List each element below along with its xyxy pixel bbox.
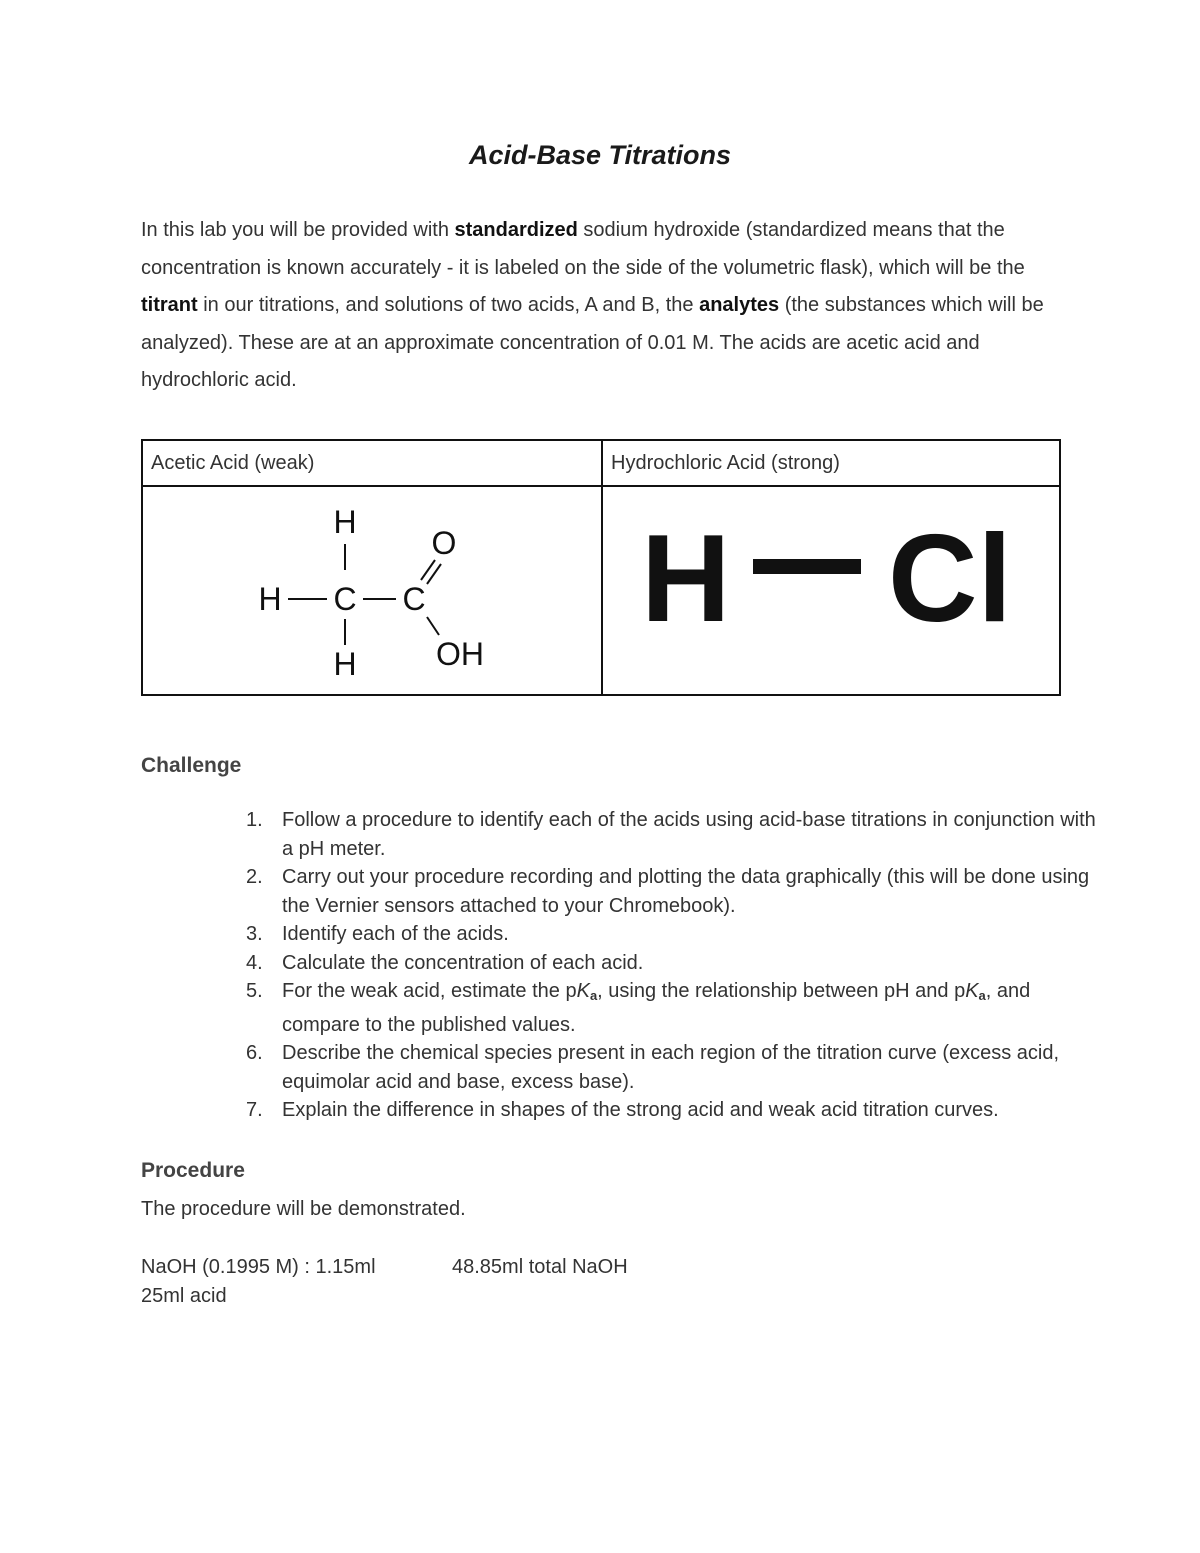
atom-h-left: H — [258, 581, 282, 617]
hcl-cell — [602, 486, 1060, 695]
intro-bold-analytes: analytes — [699, 294, 780, 316]
challenge-list — [240, 806, 1100, 1125]
intro-paragraph — [141, 212, 1061, 400]
item-text: Carry out your procedure recording and plotting the data graphically (this will be done using the Vernier sensors attached to your Chromebook). — [282, 866, 1090, 917]
atom-o: O — [431, 525, 457, 561]
list-item — [240, 977, 1100, 1039]
atom-c2: C — [402, 581, 426, 617]
item-number: 3. — [246, 923, 263, 945]
intro-text-1: In this lab you will be provided with — [141, 219, 455, 241]
acid-volume-note: 25ml acid — [141, 1285, 227, 1307]
bond-c2-oh — [427, 617, 439, 635]
item-text: Explain the difference in shapes of the strong acid and weak acid titration curves. — [282, 1099, 999, 1121]
ka-symbol: K — [576, 980, 590, 1002]
challenge-heading: Challenge — [141, 754, 242, 777]
item-number: 5. — [246, 980, 263, 1002]
list-item — [240, 806, 1100, 863]
atom-h-top: H — [333, 504, 357, 540]
bond-h-cl — [753, 559, 861, 574]
list-item — [240, 920, 1100, 949]
atom-h-bottom: H — [333, 646, 357, 682]
atom-oh: OH — [436, 636, 484, 672]
item-text-a: For the weak acid, estimate the p — [282, 980, 577, 1002]
acids-table — [141, 439, 1061, 696]
item-text: Describe the chemical species present in each region of the titration curve (excess acid, equimolar acid and base, excess base). — [282, 1042, 1060, 1093]
item-number: 1. — [246, 809, 263, 831]
intro-text-2: sodium hydroxide (standardized means that the concentration is known accurately - it is labeled on the side of the volumetric flask), which will be the — [141, 219, 1025, 279]
atom-cl: Cl — [888, 510, 1012, 648]
table-structure-row — [142, 486, 1060, 695]
ka-subscript: a — [978, 988, 986, 1003]
header-acetic-acid: Acetic Acid (weak) — [142, 440, 602, 486]
list-item — [240, 863, 1100, 920]
item-text: Identify each of the acids. — [282, 923, 509, 945]
item-number: 4. — [246, 951, 263, 974]
item-number: 7. — [246, 1099, 263, 1121]
item-text-b: , using the relationship between pH and p — [597, 980, 966, 1002]
ka-subscript: a — [589, 988, 598, 1003]
ka-symbol: K — [965, 980, 979, 1002]
item-text-c: , and compare to the published values. — [282, 980, 1031, 1036]
list-item — [240, 949, 1100, 978]
table-header-row — [142, 440, 1060, 486]
procedure-text: The procedure will be demonstrated. — [141, 1198, 466, 1220]
header-hydrochloric-acid: Hydrochloric Acid (strong) — [602, 440, 1060, 486]
item-number: 2. — [246, 866, 263, 888]
item-number: 6. — [246, 1042, 263, 1064]
item-text: Follow a procedure to identify each of the acids using acid-base titrations in conjunction with a pH meter. — [282, 809, 1096, 860]
naoh-note: NaOH (0.1995 M) : 1.15ml — [141, 1256, 376, 1278]
atom-c1: C — [333, 581, 357, 617]
atom-h: H — [641, 510, 731, 648]
intro-text-3: in our titrations, and solutions of two acids, A and B, the — [197, 294, 700, 316]
intro-text-4: (the substances which will be analyzed). These are at an approximate concentration of 0.01 M. The acids are acetic acid and hydrochloric acid. — [141, 294, 1044, 391]
intro-bold-titrant: titrant — [141, 294, 198, 316]
hcl-structure — [603, 488, 1059, 693]
list-item — [240, 1039, 1100, 1096]
intro-bold-standardized: standardized — [454, 219, 578, 241]
procedure-heading: Procedure — [141, 1159, 245, 1182]
acetic-acid-structure — [144, 488, 600, 693]
item-text: Calculate the concentration of each acid. — [282, 951, 644, 974]
list-item — [240, 1096, 1100, 1125]
naoh-total-note: 48.85ml total NaOH — [452, 1256, 628, 1278]
acetic-acid-cell — [142, 486, 602, 695]
page-title: Acid-Base Titrations — [468, 140, 732, 170]
